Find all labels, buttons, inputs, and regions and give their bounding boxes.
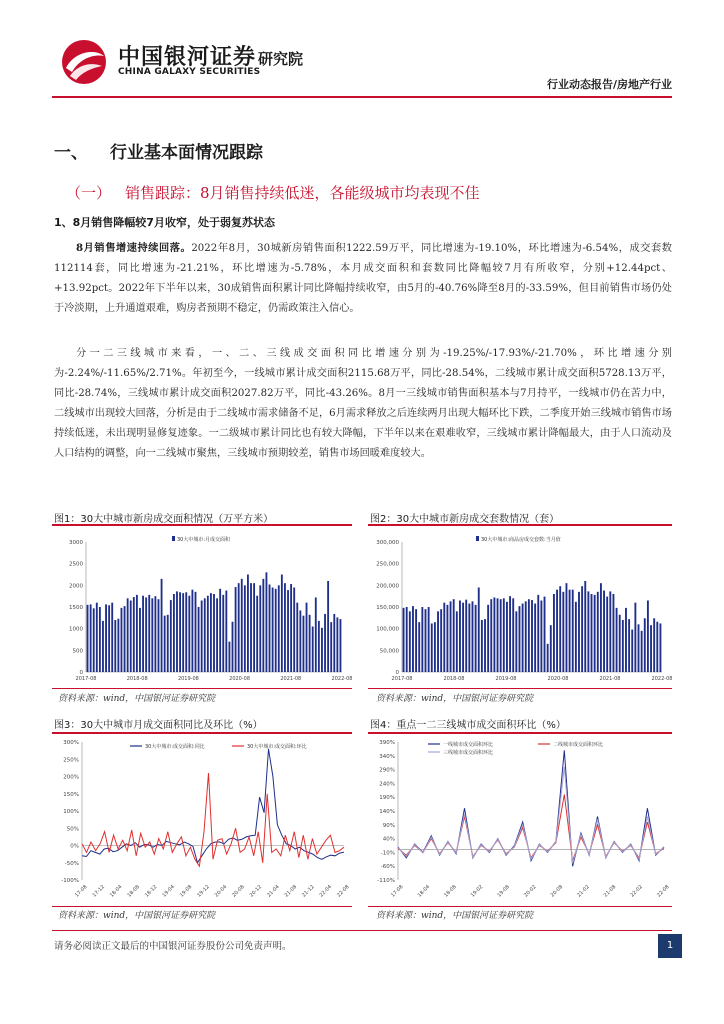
- chart2-bar: [537, 595, 539, 672]
- chart4-x-tick: 20-02: [523, 884, 538, 899]
- figure-4-title: 图4：重点一二三线城市成交面积环比（%）: [370, 720, 566, 731]
- section-number: 一、: [54, 143, 88, 163]
- chart1-bar: [201, 601, 203, 673]
- chart1-bar: [90, 604, 92, 672]
- chart1-bar: [222, 595, 224, 672]
- chart2-bar: [506, 602, 508, 672]
- chart2-bar: [487, 605, 489, 672]
- chart2-bar: [425, 609, 427, 672]
- chart1-bar: [154, 596, 156, 672]
- chart1-bar: [179, 592, 181, 672]
- chart2-bar: [625, 608, 627, 672]
- chart1-bar: [130, 601, 132, 673]
- chart4-x-tick: 17-08: [390, 884, 405, 899]
- chart4-legend-label: 二线城市成交面积环比: [553, 742, 604, 748]
- chart2-x-tick: 2022-08: [651, 676, 672, 682]
- chart3-legend-label: 30大中城市:成交面积:环比: [247, 744, 307, 750]
- chart3-x-tick: 21-04: [266, 884, 281, 899]
- chart2-bar: [575, 602, 577, 672]
- chart1-bar: [213, 594, 215, 672]
- chart1-bar: [219, 589, 221, 672]
- figure-3-source: 资料来源：wind，中国银河证券研究院: [58, 911, 216, 921]
- chart1-bar: [250, 583, 252, 672]
- chart2-bar: [644, 618, 646, 672]
- chart2-bar: [418, 622, 420, 672]
- chart2-x-tick: 2021-08: [599, 676, 621, 682]
- galaxy-logo-icon: [60, 38, 108, 86]
- chart2-bar: [594, 595, 596, 672]
- chart2-bar: [566, 583, 568, 672]
- chart1-bar: [96, 603, 98, 672]
- chart3-x-tick: 22-08: [336, 884, 351, 899]
- chart2-y-tick: 250,000: [376, 561, 399, 568]
- chart2-bar: [540, 601, 542, 673]
- chart1-bar: [173, 594, 175, 672]
- chart1-bar: [262, 579, 264, 672]
- chart4-y-tick: 390%: [379, 740, 395, 746]
- chart1-bar: [108, 605, 110, 672]
- chart1-bar: [232, 622, 234, 672]
- chart1-bar: [127, 598, 129, 672]
- chart2-bar: [512, 598, 514, 672]
- chart1-bar: [306, 603, 308, 672]
- chart2-bar: [531, 600, 533, 672]
- figure-2-title: 图2：30大中城市新房成交套数情况（套）: [370, 514, 560, 525]
- chart2-bar: [490, 599, 492, 672]
- chart2-bar: [509, 596, 511, 672]
- chart2-bar: [587, 591, 589, 672]
- chart3-x-tick: 19-04: [161, 884, 176, 899]
- chart1-bar: [87, 605, 89, 672]
- chart1-bar: [303, 616, 305, 672]
- figure-1-frame: [52, 524, 352, 689]
- chart4-x-tick: 21-02: [576, 884, 591, 899]
- heading-3: 1、8月销售降幅较7月收窄，处于弱复苏状态: [54, 216, 275, 229]
- chart2-x-tick: 2019-08: [495, 676, 517, 682]
- chart2-bar: [500, 599, 502, 672]
- figure-2-source: 资料来源：wind，中国银河证券研究院: [376, 694, 534, 704]
- chart1-bar: [241, 579, 243, 672]
- figure-3-chart: [52, 734, 352, 904]
- chart3-x-tick: 20-08: [231, 884, 246, 899]
- figure-3-frame: [52, 732, 352, 907]
- chart1-bar: [139, 608, 141, 672]
- chart2-bar: [616, 608, 618, 672]
- chart1-bar: [124, 606, 126, 672]
- chart1-bar: [121, 608, 123, 672]
- chart2-bar: [609, 591, 611, 672]
- chart1-bar: [145, 597, 147, 672]
- chart2-bar: [553, 594, 555, 672]
- chart1-bar: [299, 610, 301, 672]
- chart4-legend-label: 三线城市成交面积环比: [443, 750, 494, 756]
- chart2-bar: [431, 623, 433, 672]
- chart2-x-tick: 2020-08: [547, 676, 569, 682]
- chart1-bar: [176, 591, 178, 672]
- chart1-bar: [244, 585, 246, 672]
- chart1-bar: [161, 579, 163, 672]
- chart1-bar: [210, 593, 212, 672]
- chart1-bar: [247, 575, 249, 673]
- chart1-bar: [330, 622, 332, 672]
- chart2-bar: [628, 619, 630, 672]
- chart4-x-tick: 18-08: [443, 884, 458, 899]
- chart3-x-tick: 18-08: [126, 884, 141, 899]
- chart4-y-tick: 90%: [382, 822, 395, 829]
- chart2-bar: [484, 619, 486, 672]
- chart2-y-tick: 300,000: [376, 540, 399, 546]
- chart1-y-tick: 2500: [69, 561, 83, 568]
- chart2-y-tick: 150,000: [376, 605, 399, 611]
- chart1-bar: [324, 614, 326, 672]
- chart4-y-tick: 190%: [379, 795, 395, 802]
- subsection-title: [66, 182, 494, 203]
- paragraph-2: 分一二三线城市来看，一、二、三线成交面积同比增速分别为-19.25%/-17.93%/-21.70%，环比增速分别为-2.24%/-11.65%/2.71%。年初至今，一线城市累计成交面积2115.68万平，同比-28.54%，二线城市累计成交面积5728.13万平，同比-28.74%，三线城市累计成交面积2027.82万平，同比-43.26%。8月一三线城市销售面积基本与7月持平，一线城市仍在苦力中，二线城市出现较大回落，分析是由于二线城市需求储备不足，6月需求释放之后连续两月出现大幅环比下跌，二季度开始三线城市销售市场持续低迷，未出现明显修复迹象。一二级城市累计同比也有较大降幅，下半年以来在艰难收窄，三线城市累计降幅最大，由于人口流动及人口结构的调整，向一二线城市聚焦，三线城市预期较差，销售市场回暖难度较大。: [54, 348, 672, 459]
- chart4-x-tick: 20-08: [549, 884, 565, 899]
- chart2-bar: [650, 625, 652, 672]
- chart1-bar: [198, 607, 200, 672]
- figure-2-frame: [368, 524, 672, 689]
- chart4-x-tick: 19-02: [469, 884, 485, 899]
- chart2-bar: [465, 600, 467, 672]
- chart2-bar: [534, 604, 536, 672]
- chart1-bar: [216, 598, 218, 672]
- chart2-y-tick: 200,000: [376, 583, 399, 590]
- chart1-bar: [182, 593, 184, 672]
- paragraph-1-lead: 8月销售增速持续回落。: [76, 242, 192, 254]
- chart1-bar: [269, 584, 271, 672]
- chart1-x-tick: 2019-08: [177, 676, 199, 682]
- section-title: [54, 138, 285, 163]
- chart2-bar: [412, 606, 414, 672]
- chart1-bar: [133, 597, 135, 672]
- chart3-x-tick: 20-04: [213, 884, 229, 899]
- chart1-bar: [111, 603, 113, 672]
- header-divider: [52, 96, 672, 98]
- chart2-bar: [572, 590, 574, 672]
- chart3-x-tick: 18-12: [143, 884, 159, 899]
- chart1-bar: [321, 628, 323, 672]
- chart3-x-tick: 19-08: [178, 884, 194, 899]
- chart1-bar: [148, 595, 150, 672]
- chart2-x-tick: 2017-08: [391, 676, 413, 682]
- chart1-bar: [281, 575, 283, 673]
- chart1-bar: [309, 615, 311, 672]
- chart1-bar: [278, 585, 280, 672]
- chart4-y-tick: 240%: [379, 781, 395, 788]
- chart2-legend-swatch: [476, 536, 479, 541]
- chart1-bar: [114, 620, 116, 672]
- chart1-bar: [327, 581, 329, 672]
- chart2-bar: [606, 597, 608, 672]
- brand-institute: 研究院: [258, 50, 304, 68]
- chart2-bar: [578, 592, 580, 672]
- chart2-bar: [550, 625, 552, 672]
- chart1-bar: [93, 608, 95, 672]
- chart3-x-tick: 17-08: [74, 884, 89, 899]
- chart1-bar: [102, 621, 104, 672]
- chart1-bar: [235, 587, 237, 672]
- chart1-bar: [253, 583, 255, 672]
- chart2-bar: [481, 620, 483, 672]
- chart2-bar: [622, 620, 624, 672]
- chart2-y-tick: 50,000: [379, 648, 399, 655]
- chart1-bar: [275, 589, 277, 672]
- chart2-bar: [406, 607, 408, 672]
- chart1-bar: [238, 583, 240, 672]
- chart1-bar: [136, 595, 138, 672]
- chart2-legend-label: 30大中城市:商品房成交套数:当月值: [481, 537, 561, 543]
- chart2-bar: [556, 590, 558, 672]
- chart1-bar: [287, 590, 289, 672]
- chart4-y-tick: -60%: [380, 864, 395, 871]
- chart1-bar: [207, 596, 209, 672]
- chart3-x-tick: 18-04: [108, 884, 124, 899]
- chart1-y-tick: 500: [72, 648, 83, 655]
- chart4-x-tick: 19-08: [496, 884, 511, 899]
- chart4-x-tick: 22-02: [629, 884, 644, 899]
- chart2-bar: [440, 609, 442, 672]
- chart1-bar: [290, 584, 292, 672]
- chart1-bar: [195, 592, 197, 672]
- chart1-bar: [225, 591, 227, 672]
- chart4-x-tick: 21-08: [602, 884, 618, 899]
- chart4-x-tick: 18-04: [416, 884, 432, 899]
- page-number: 1: [658, 934, 682, 958]
- chart1-x-tick: 2022-08: [331, 676, 352, 682]
- section-text: 行业基本面情况跟踪: [110, 143, 263, 163]
- chart2-bar: [569, 590, 571, 672]
- report-type: 行业动态报告/房地产行业: [546, 78, 672, 91]
- figure-1-source: 资料来源：wind，中国银河证券研究院: [58, 694, 216, 704]
- chart1-bar: [117, 619, 119, 672]
- chart2-bar: [544, 597, 546, 672]
- chart1-y-tick: 3000: [69, 540, 83, 546]
- chart4-y-tick: -10%: [380, 850, 395, 857]
- chart3-x-tick: 21-12: [301, 884, 316, 899]
- chart1-bar: [99, 607, 101, 672]
- chart3-series-line: [82, 773, 344, 866]
- chart2-bar: [409, 611, 411, 672]
- chart4-series-line: [398, 750, 664, 866]
- chart2-bar: [597, 592, 599, 672]
- chart2-bar: [559, 586, 561, 672]
- chart2-bar: [462, 603, 464, 672]
- chart2-bar: [525, 601, 527, 672]
- subsection-text: 销售跟踪：8月销售持续低迷，各能级城市均表现不佳: [125, 184, 480, 202]
- chart2-bar: [415, 609, 417, 672]
- chart1-x-tick: 2021-08: [280, 676, 302, 682]
- chart1-bar: [296, 603, 298, 672]
- chart2-bar: [443, 603, 445, 672]
- chart1-bar: [318, 621, 320, 672]
- chart2-bar: [613, 594, 615, 672]
- chart1-bar: [142, 596, 144, 672]
- chart1-y-tick: 0: [79, 670, 83, 676]
- chart3-y-tick: 250%: [63, 757, 79, 764]
- chart2-bar: [656, 622, 658, 672]
- paragraph-1-body: 2022年8月，30城新房销售面积1222.59万平，同比增速为-19.10%，环比增速为-6.54%，成交套数112114套，同比增速为-21.21%，环比增速为-5.78%，本月成交面积和套数同比降幅较7月有所收窄，分别+12.44pct、+13.92pct。2022年下半年以来，30成销售面积累计同比降幅持续收窄，由5月的-40.76%降至8月的-33.59%，但目前销售市场仍处于冷淡期，上升通道艰难，购房者预期不稳定，仍需政策注入信心。: [54, 243, 672, 314]
- chart2-bar: [603, 591, 605, 672]
- chart2-bar: [403, 608, 405, 672]
- chart1-legend-swatch: [172, 536, 175, 541]
- chart2-bar: [456, 611, 458, 672]
- chart1-bar: [315, 597, 317, 672]
- chart2-bar: [468, 604, 470, 672]
- chart2-x-tick: 2018-08: [443, 676, 465, 682]
- chart2-bar: [421, 607, 423, 672]
- chart2-bar: [653, 618, 655, 672]
- chart1-bar: [164, 616, 166, 672]
- brand-name-en: CHINA GALAXY SECURITIES: [118, 67, 261, 77]
- chart1-y-tick: 1500: [69, 605, 83, 611]
- subsection-number: （一）: [66, 184, 112, 202]
- chart2-y-tick: 100,000: [376, 626, 399, 633]
- chart1-bar: [293, 588, 295, 673]
- chart1-y-tick: 1000: [69, 626, 83, 633]
- chart2-bar: [493, 597, 495, 672]
- chart3-y-tick: -50%: [64, 860, 79, 867]
- chart2-bar: [584, 581, 586, 672]
- chart2-bar: [581, 586, 583, 672]
- chart4-y-tick: 290%: [379, 767, 395, 774]
- chart1-bar: [272, 588, 274, 673]
- figure-4-source: 资料来源：wind，中国银河证券研究院: [376, 911, 534, 921]
- chart2-bar: [641, 631, 643, 672]
- chart2-bar: [634, 603, 636, 672]
- footer-divider: [52, 930, 672, 931]
- chart2-bar: [600, 583, 602, 672]
- chart4-series-line: [398, 767, 664, 864]
- chart3-y-tick: 50%: [66, 826, 79, 833]
- chart1-x-tick: 2017-08: [75, 676, 97, 682]
- chart2-bar: [475, 605, 477, 672]
- chart2-bar: [619, 615, 621, 672]
- chart2-bar: [515, 611, 517, 672]
- chart1-bar: [256, 596, 258, 672]
- chart2-bar: [647, 601, 649, 673]
- chart3-x-tick: 19-12: [196, 884, 211, 899]
- chart2-y-tick: 0: [395, 670, 399, 676]
- chart4-legend-label: 一线城市成交面积环比: [443, 742, 494, 748]
- chart3-x-tick: 17-12: [91, 884, 107, 899]
- chart3-x-tick: 21-08: [283, 884, 299, 899]
- chart3-y-tick: 300%: [63, 740, 79, 746]
- chart2-bar: [459, 601, 461, 673]
- chart3-y-tick: 0%: [70, 843, 79, 850]
- chart2-bar: [446, 605, 448, 672]
- chart4-y-tick: 40%: [382, 836, 395, 843]
- chart1-bar: [105, 604, 107, 672]
- chart2-bar: [472, 601, 474, 672]
- figure-1-chart: [52, 526, 352, 686]
- chart2-bar: [591, 594, 593, 672]
- chart3-legend-label: 30大中城市:成交面积:同比: [145, 744, 205, 750]
- chart4-y-tick: 340%: [379, 753, 395, 760]
- chart2-bar: [631, 630, 633, 672]
- figure-2-chart: [368, 526, 672, 686]
- chart2-bar: [453, 599, 455, 672]
- chart1-bar: [185, 592, 187, 672]
- chart2-bar: [478, 588, 480, 673]
- chart1-bar: [204, 598, 206, 672]
- chart3-x-tick: 22-04: [318, 884, 334, 899]
- chart4-y-tick: -110%: [377, 878, 395, 884]
- paragraph-1: [54, 238, 672, 319]
- chart2-bar: [497, 598, 499, 672]
- chart1-bar: [191, 590, 193, 672]
- chart1-bar: [188, 596, 190, 672]
- chart2-bar: [503, 598, 505, 672]
- brand-name-cn: 中国银河证券: [118, 45, 257, 70]
- chart2-bar: [437, 611, 439, 672]
- chart2-bar: [434, 622, 436, 672]
- chart3-y-tick: 100%: [63, 809, 79, 815]
- figure-4-frame: [368, 732, 672, 907]
- figure-3-title: 图3：30大中城市月成交面积同比及环比（%）: [54, 720, 263, 731]
- chart1-bar: [340, 619, 342, 672]
- chart4-y-tick: 140%: [379, 809, 395, 815]
- chart1-bar: [333, 614, 335, 672]
- chart1-bar: [284, 583, 286, 672]
- figure-1-title: 图1：30大中城市新房成交面积情况（万平方米）: [54, 514, 274, 525]
- chart3-y-tick: 200%: [63, 774, 79, 781]
- chart2-bar: [638, 624, 640, 672]
- chart3-y-tick: 150%: [63, 791, 79, 798]
- chart1-legend-label: 30大中城市:月成交面积: [177, 537, 231, 543]
- chart1-bar: [336, 617, 338, 672]
- chart1-y-tick: 2000: [69, 583, 83, 590]
- chart2-bar: [519, 606, 521, 672]
- chart1-bar: [312, 627, 314, 673]
- chart1-bar: [158, 599, 160, 672]
- chart2-bar: [450, 601, 452, 672]
- chart3-y-tick: -100%: [61, 878, 79, 884]
- chart2-bar: [547, 644, 549, 672]
- chart1-bar: [170, 600, 172, 672]
- chart2-bar: [562, 592, 564, 672]
- chart1-bar: [151, 598, 153, 672]
- chart2-bar: [428, 607, 430, 672]
- chart1-x-tick: 2018-08: [126, 676, 148, 682]
- chart4-x-tick: 22-08: [656, 884, 671, 899]
- footer-disclaimer: 请务必阅读正文最后的中国银河证券股份公司免责声明。: [54, 941, 292, 952]
- chart1-bar: [259, 585, 261, 672]
- chart1-bar: [266, 572, 268, 672]
- chart2-bar: [528, 599, 530, 672]
- chart2-bar: [659, 623, 661, 672]
- chart3-x-tick: 20-12: [248, 884, 264, 899]
- chart1-x-tick: 2020-08: [229, 676, 251, 682]
- figure-4-chart: [368, 734, 672, 904]
- chart2-bar: [522, 604, 524, 672]
- chart1-bar: [228, 642, 230, 672]
- chart1-bar: [167, 615, 169, 672]
